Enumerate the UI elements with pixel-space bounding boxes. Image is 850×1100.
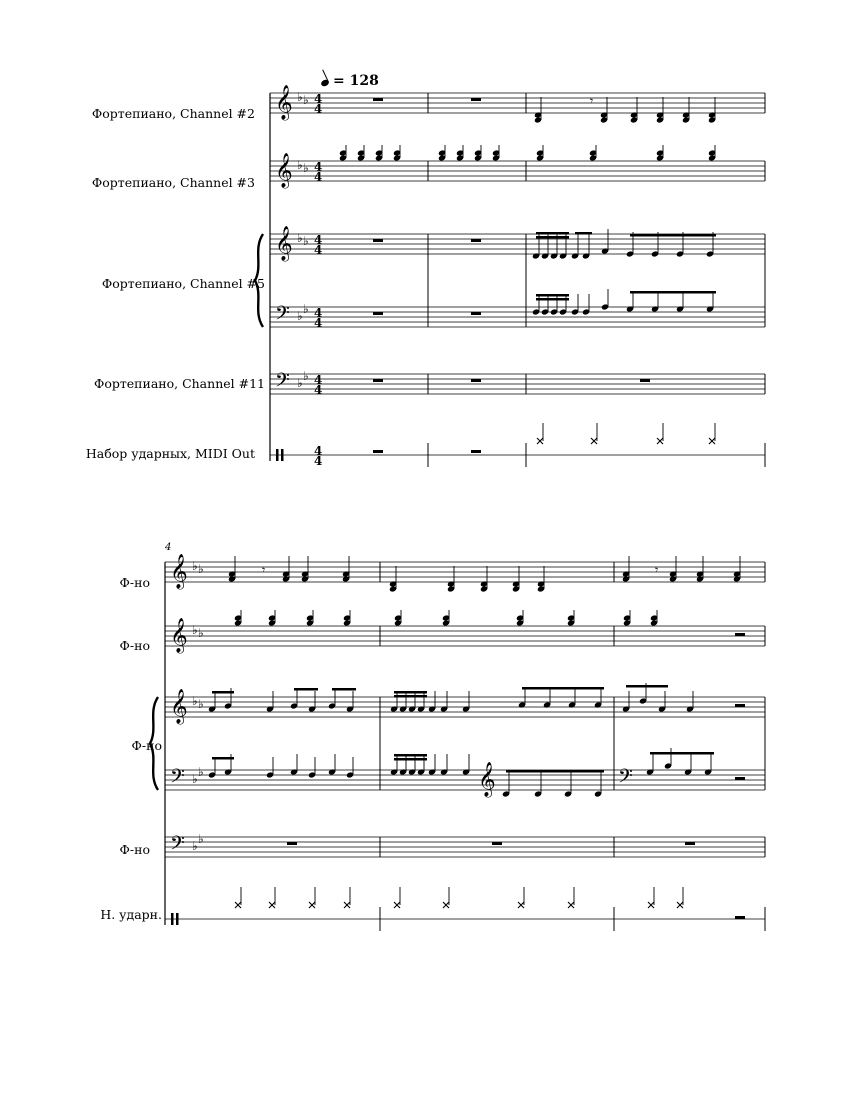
beam: [630, 234, 716, 237]
beam: [575, 232, 592, 235]
cross-note-head: [269, 902, 275, 908]
instrument-name-ch5: Фортепиано, Channel #5: [101, 276, 265, 291]
instrument-name-drums: Набор ударных, MIDI Out: [85, 446, 255, 461]
whole-rest-icon: [640, 379, 650, 382]
whole-rest-icon: [471, 98, 481, 101]
instrument-abbr-drums: Н. ударн.: [100, 907, 162, 922]
cross-note-head: [394, 902, 400, 908]
whole-rest-icon: [471, 379, 481, 382]
flat-icon: ♭: [192, 694, 198, 708]
flat-icon: ♭: [303, 302, 309, 316]
cross-note-head: [657, 438, 663, 444]
flat-icon: ♭: [297, 231, 303, 245]
whole-rest-icon: [471, 312, 481, 315]
time-signature-bottom: 4: [314, 243, 323, 257]
beam: [332, 688, 356, 691]
beam: [522, 687, 604, 690]
rest-icon: 𝄾: [655, 563, 659, 577]
tempo-text: = 128: [333, 73, 379, 89]
percussion-clef-icon: [176, 913, 179, 925]
beam: [394, 754, 427, 757]
percussion-clef-icon: [281, 449, 284, 461]
flat-icon: ♭: [297, 90, 303, 104]
treble-clef-icon: 𝄞: [275, 153, 293, 188]
bass-clef-icon: 𝄢: [275, 303, 290, 329]
cross-note-head: [709, 438, 715, 444]
whole-rest-icon: [373, 98, 383, 101]
beam: [630, 291, 716, 294]
rest-icon: 𝄾: [590, 94, 594, 108]
cross-note-head: [518, 902, 524, 908]
tempo-marking: [321, 73, 379, 89]
treble-clef-icon: 𝄞: [170, 689, 188, 724]
half-rest-icon: [735, 777, 745, 780]
instrument-abbr-ch5: Ф-но: [131, 738, 162, 753]
whole-rest-icon: [373, 379, 383, 382]
cross-note-head: [235, 902, 241, 908]
whole-rest-icon: [471, 450, 481, 453]
beam: [294, 688, 318, 691]
beam: [536, 236, 569, 239]
beam: [212, 691, 234, 694]
whole-rest-icon: [471, 239, 481, 242]
time-signature-bottom: 4: [314, 170, 323, 184]
system-1: [255, 85, 765, 468]
flat-icon: ♭: [297, 309, 303, 323]
whole-rest-icon: [492, 842, 502, 845]
beam: [394, 758, 427, 761]
beam: [626, 685, 668, 688]
time-signature-top: 4: [314, 233, 323, 247]
beam: [506, 770, 604, 773]
instrument-abbr-ch2: Ф-но: [119, 575, 150, 590]
cross-note-head: [344, 902, 350, 908]
beam: [536, 294, 569, 297]
instrument-name-ch3: Фортепиано, Channel #3: [91, 175, 255, 190]
measure-number: 4: [165, 542, 172, 553]
treble-clef-icon: 𝄞: [170, 618, 188, 653]
time-signature-bottom: 4: [314, 383, 323, 397]
flat-icon: ♭: [303, 93, 309, 107]
flat-icon: ♭: [192, 559, 198, 573]
flat-icon: ♭: [297, 376, 303, 390]
whole-rest-icon: [373, 312, 383, 315]
beam: [394, 695, 427, 698]
cross-note-head: [591, 438, 597, 444]
time-signature-top: 4: [314, 92, 323, 106]
beam: [394, 691, 427, 694]
whole-rest-icon: [685, 842, 695, 845]
flat-icon: ♭: [198, 765, 204, 779]
bass-clef-icon: 𝄢: [170, 766, 185, 792]
cross-note-head: [568, 902, 574, 908]
flat-icon: ♭: [303, 369, 309, 383]
time-signature-bottom: 4: [314, 102, 323, 116]
time-signature-top: 4: [314, 160, 323, 174]
whole-rest-icon: [373, 450, 383, 453]
quarter-note-icon: [320, 79, 330, 88]
beam: [650, 752, 714, 755]
flat-icon: ♭: [198, 626, 204, 640]
time-signature-bottom: 4: [314, 454, 323, 468]
instrument-abbr-ch11: Ф-но: [119, 842, 150, 857]
percussion-clef-icon: [171, 913, 174, 925]
beam: [536, 298, 569, 301]
time-signature-top: 4: [314, 444, 323, 458]
system-2: [150, 554, 765, 931]
flat-icon: ♭: [198, 562, 204, 576]
bass-clef-icon: 𝄢: [170, 833, 185, 859]
flat-icon: ♭: [297, 158, 303, 172]
whole-rest-icon: [373, 239, 383, 242]
instrument-name-ch11: Фортепиано, Channel #11: [93, 376, 265, 391]
half-rest-icon: [735, 704, 745, 707]
cross-note-head: [443, 902, 449, 908]
treble-clef-icon: 𝄞: [170, 554, 188, 589]
half-rest-icon: [735, 633, 745, 636]
cross-note-head: [309, 902, 315, 908]
instrument-abbr-ch3: Ф-но: [119, 638, 150, 653]
flat-icon: ♭: [192, 839, 198, 853]
bass-clef-icon: 𝄢: [618, 766, 633, 792]
time-signature-top: 4: [314, 306, 323, 320]
treble-clef-icon: 𝄞: [478, 762, 496, 797]
flat-icon: ♭: [198, 832, 204, 846]
flat-icon: ♭: [192, 623, 198, 637]
instrument-name-ch2: Фортепиано, Channel #2: [91, 106, 255, 121]
half-rest-icon: [735, 916, 745, 919]
beam: [536, 232, 569, 235]
treble-clef-icon: 𝄞: [275, 85, 293, 120]
treble-clef-icon: 𝄞: [275, 226, 293, 261]
bass-clef-icon: 𝄢: [275, 370, 290, 396]
time-signature-bottom: 4: [314, 316, 323, 330]
time-signature-top: 4: [314, 373, 323, 387]
rest-icon: 𝄾: [262, 563, 266, 577]
percussion-clef-icon: [276, 449, 279, 461]
cross-note-head: [537, 438, 543, 444]
cross-note-head: [677, 902, 683, 908]
flat-icon: ♭: [198, 697, 204, 711]
cross-note-head: [648, 902, 654, 908]
flat-icon: ♭: [303, 161, 309, 175]
whole-rest-icon: [287, 842, 297, 845]
flat-icon: ♭: [192, 772, 198, 786]
beam: [212, 757, 234, 760]
flat-icon: ♭: [303, 234, 309, 248]
